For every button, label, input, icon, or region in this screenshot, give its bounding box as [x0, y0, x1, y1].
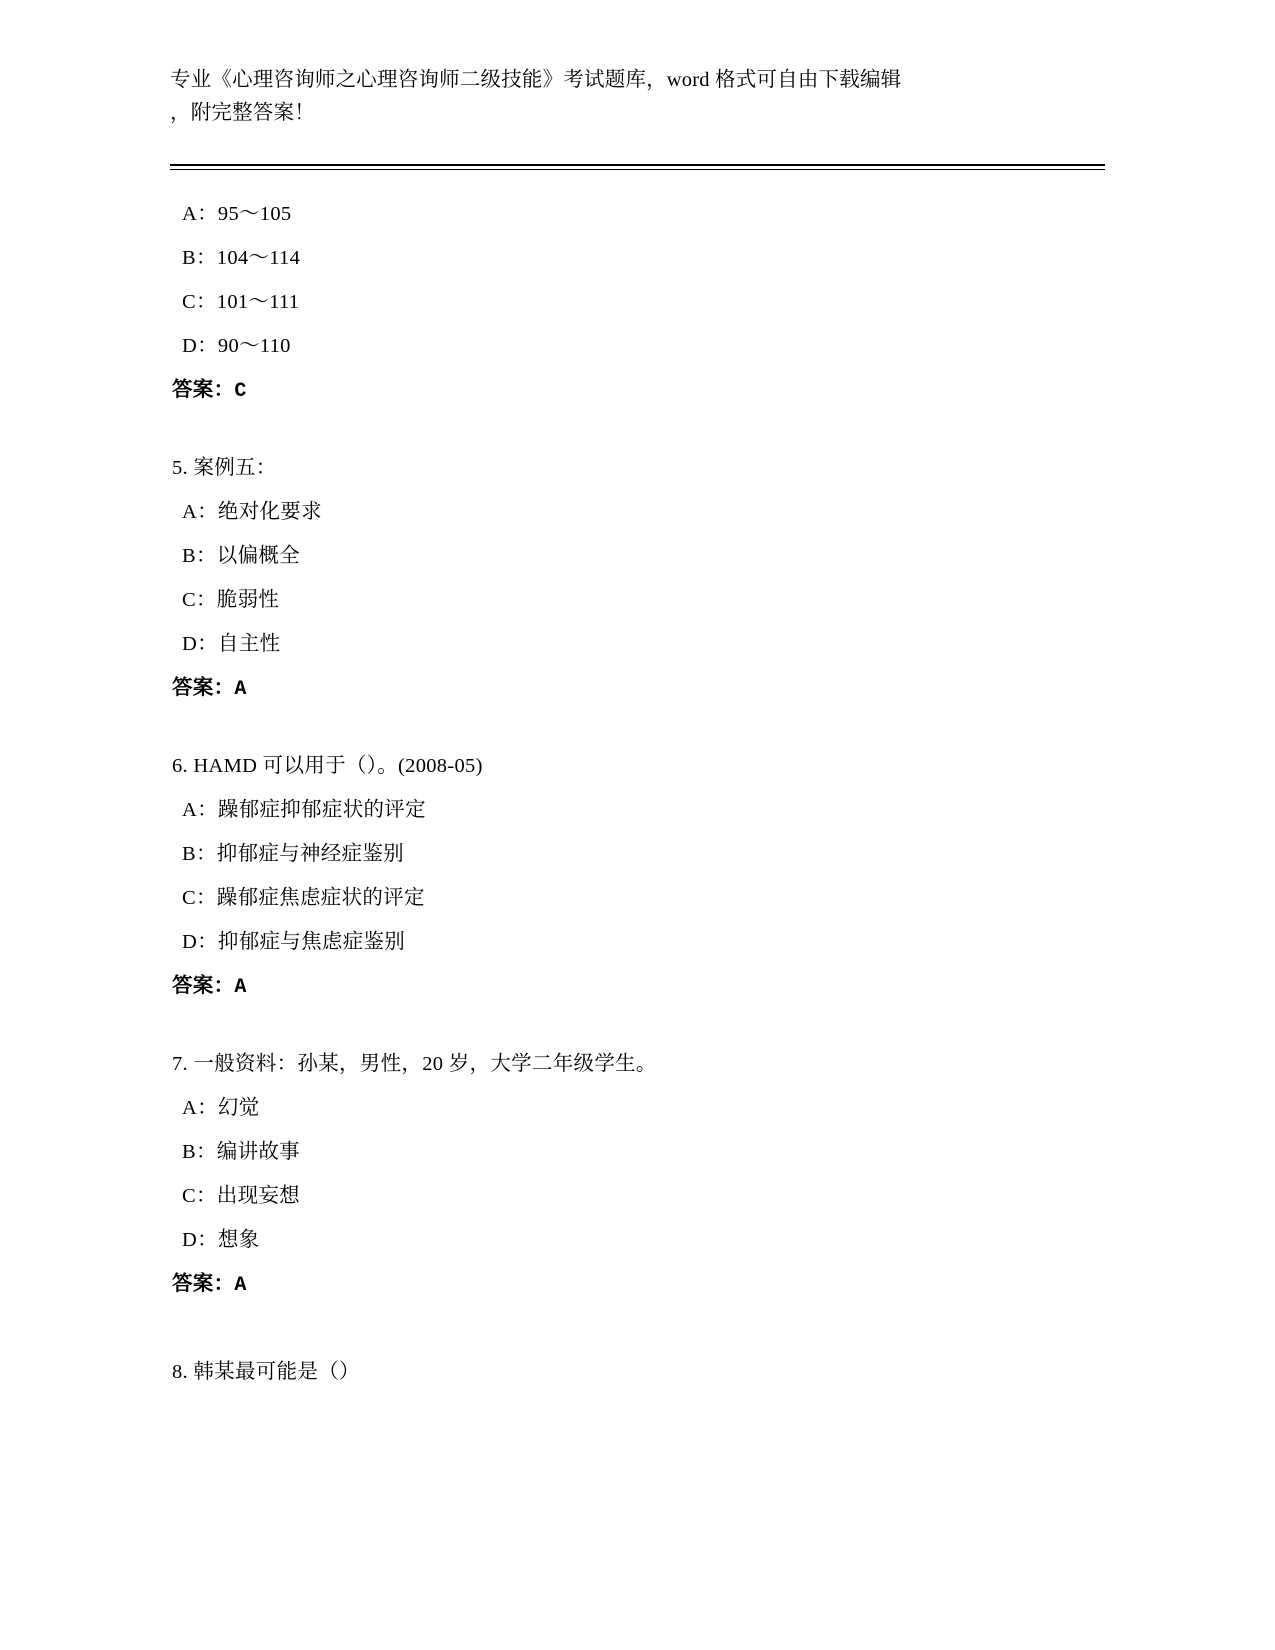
- divider-line-top: [170, 164, 1105, 166]
- option-label: D：: [182, 633, 218, 655]
- option-row: [170, 832, 1105, 876]
- question-block: [170, 1350, 1105, 1394]
- header-divider: [170, 164, 1105, 170]
- block-spacer: [170, 1010, 1105, 1042]
- option-row: [170, 534, 1105, 578]
- option-row: [170, 578, 1105, 622]
- option-label: A：: [182, 799, 218, 821]
- option-label: D：: [182, 335, 218, 357]
- question-text: 8. 韩某最可能是（）: [172, 1361, 360, 1383]
- option-label: D：: [182, 931, 218, 953]
- option-text: 想象: [217, 1229, 260, 1251]
- option-row: [170, 876, 1105, 920]
- header-line-2: ，附完整答案！: [170, 102, 315, 124]
- answer-value: C: [234, 380, 247, 403]
- option-text: 脆弱性: [216, 589, 280, 611]
- option-text: 出现妄想: [216, 1185, 300, 1207]
- answer-value: A: [234, 976, 247, 999]
- option-text: 90～110: [217, 335, 291, 357]
- option-row: [170, 622, 1105, 666]
- option-text: 躁郁症抑郁症状的评定: [217, 799, 426, 821]
- option-label: A：: [182, 501, 218, 523]
- option-row: [170, 920, 1105, 964]
- option-row: [170, 490, 1105, 534]
- block-spacer: [170, 1308, 1105, 1340]
- question-block: [170, 1042, 1105, 1308]
- option-row: [170, 788, 1105, 832]
- option-text: 95～105: [217, 203, 292, 225]
- document-header: [170, 64, 1105, 130]
- answer-label: 答案：: [172, 677, 235, 699]
- option-text: 104～114: [216, 247, 301, 269]
- option-text: 躁郁症焦虑症状的评定: [216, 887, 425, 909]
- option-label: C：: [182, 887, 217, 909]
- answer-row: [170, 368, 1105, 414]
- option-row: [170, 1130, 1105, 1174]
- question-block: [170, 192, 1105, 414]
- answer-label: 答案：: [172, 1273, 235, 1295]
- answer-row: [170, 666, 1105, 712]
- question-block: [170, 446, 1105, 712]
- question-text: 5. 案例五：: [172, 457, 277, 479]
- option-text: 101～111: [216, 291, 300, 313]
- answer-row: [170, 1262, 1105, 1308]
- option-row: [170, 324, 1105, 368]
- option-row: [170, 280, 1105, 324]
- answer-row: [170, 964, 1105, 1010]
- option-row: [170, 236, 1105, 280]
- option-label: A：: [182, 203, 218, 225]
- answer-label: 答案：: [172, 379, 235, 401]
- question-block: [170, 744, 1105, 1010]
- option-text: 以偏概全: [216, 545, 300, 567]
- option-label: B：: [182, 843, 217, 865]
- option-text: 编讲故事: [216, 1141, 300, 1163]
- option-label: D：: [182, 1229, 218, 1251]
- option-row: [170, 1174, 1105, 1218]
- question-text: 6. HAMD 可以用于（）。(2008-05): [172, 755, 483, 777]
- option-text: 自主性: [217, 633, 281, 655]
- option-label: A：: [182, 1097, 218, 1119]
- option-row: [170, 1218, 1105, 1262]
- option-label: C：: [182, 589, 217, 611]
- answer-value: A: [234, 678, 247, 701]
- option-text: 抑郁症与神经症鉴别: [216, 843, 404, 865]
- option-label: B：: [182, 247, 217, 269]
- answer-label: 答案：: [172, 975, 235, 997]
- block-spacer: [170, 712, 1105, 744]
- option-row: [170, 1086, 1105, 1130]
- option-text: 幻觉: [217, 1097, 260, 1119]
- question-text: 7. 一般资料：孙某，男性，20 岁，大学二年级学生。: [172, 1053, 657, 1075]
- option-text: 绝对化要求: [217, 501, 322, 523]
- option-label: B：: [182, 545, 217, 567]
- header-line-1: 专业《心理咨询师之心理咨询师二级技能》考试题库，word 格式可自由下载编辑: [170, 69, 902, 91]
- option-label: C：: [182, 1185, 217, 1207]
- answer-value: A: [234, 1274, 247, 1297]
- block-spacer: [170, 414, 1105, 446]
- option-label: B：: [182, 1141, 217, 1163]
- option-text: 抑郁症与焦虑症鉴别: [217, 931, 406, 953]
- option-row: [170, 192, 1105, 236]
- option-label: C：: [182, 291, 217, 313]
- divider-line-bottom: [170, 169, 1105, 170]
- block-spacer: [170, 1340, 1105, 1350]
